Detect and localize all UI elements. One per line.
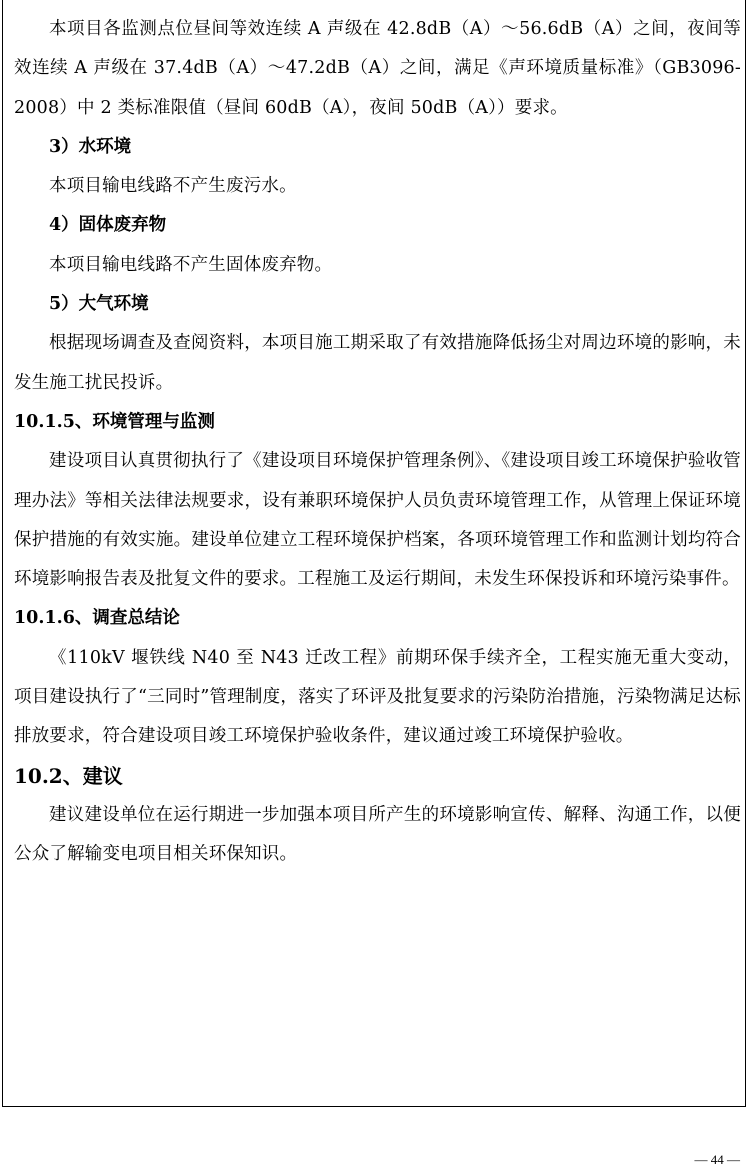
- section-heading-10-1-5: 10.1.5、环境管理与监测: [14, 411, 215, 432]
- suggestion-text: 建议建设单位在运行期进一步加强本项目所产生的环境影响宣传、解释、沟通工作，以便公众了解输变电项目相关环保知识。: [14, 804, 741, 865]
- water-environment-heading: 3）水环境: [49, 136, 132, 157]
- section-heading-10-1-6: 10.1.6、调查总结论: [14, 608, 180, 629]
- management-text: 建设项目认真贯彻执行了《建设项目环境保护管理条例》、《建设项目竣工环境保护验收管理办法》等相关法律法规要求，设有兼职环境保护人员负责环境管理工作，从管理上保证环境保护措施的有效实施。建设单位建立工程环境保护档案，各项环境管理工作和监测计划均符合环境影响报告表及批复文件的要求。工程施工及运行期间，未发生环保投诉和环境污染事件。: [14, 451, 741, 590]
- noise-result-paragraph: 本项目各监测点位昼间等效连续 A 声级在 42.8dB（A）～56.6dB（A）之间，夜间等效连续 A 声级在 37.4dB（A）～47.2dB（A）之间，满足《声环境质量标准》（GB3096-2008）中 2 类标准限值（昼间 60dB（A），夜间 50dB（A））要求。: [14, 19, 741, 118]
- air-environment-text: 根据现场调查及查阅资料，本项目施工期采取了有效措施降低扬尘对周边环境的影响，未发生施工扰民投诉。: [14, 333, 741, 393]
- conclusion-text: 《110kV 堰铁线 N40 至 N43 迁改工程》前期环保手续齐全，工程实施无重大变动，项目建设执行了“三同时”管理制度，落实了环评及批复要求的污染防治措施，污染物满足达标排放要求，符合建设项目竣工环境保护验收条件，建议通过竣工环境保护验收。: [14, 647, 741, 747]
- solid-waste-heading: 4）固体废弃物: [49, 215, 167, 236]
- section-heading-10-2: 10.2、建议: [14, 763, 123, 788]
- solid-waste-text: 本项目输电线路不产生固体废弃物。: [49, 254, 333, 275]
- water-environment-text: 本项目输电线路不产生废污水。: [49, 176, 297, 197]
- document-body: [14, 10, 741, 875]
- page-number: — 44 —: [694, 1152, 740, 1167]
- air-environment-heading: 5）大气环境: [49, 294, 149, 315]
- page-border-frame: [2, 0, 746, 1107]
